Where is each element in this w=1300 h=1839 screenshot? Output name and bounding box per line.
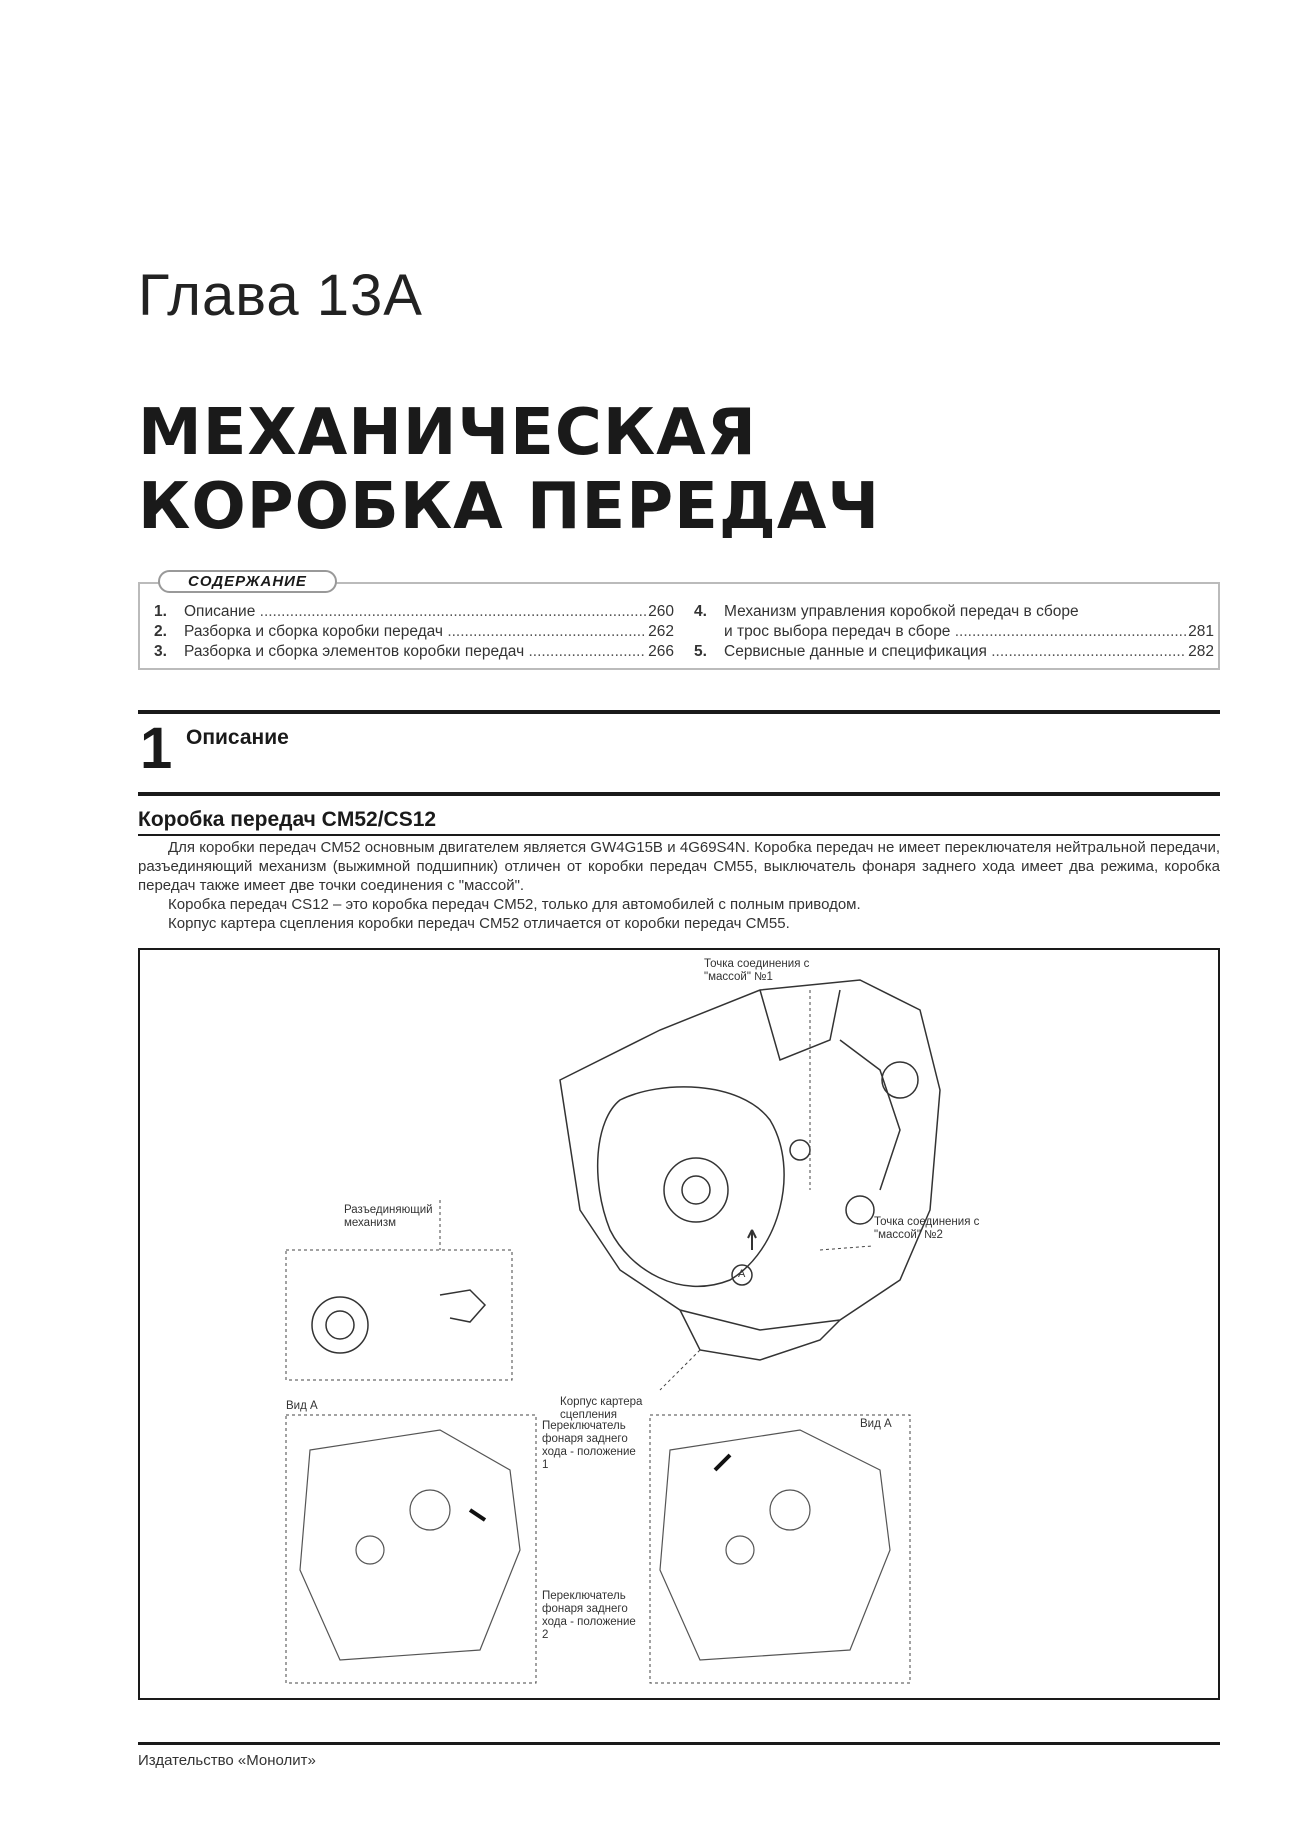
view-a-right-label: Вид А — [860, 1418, 892, 1430]
chapter-label: Глава 13А — [138, 263, 423, 328]
toc-entry[interactable] — [154, 622, 674, 642]
chapter-title-line2: КОРОБКА ПЕРЕДАЧ — [138, 470, 881, 544]
subsection-title: Коробка передач CM52/CS12 — [138, 808, 437, 831]
toc-heading: СОДЕРЖАНИЕ — [158, 570, 337, 593]
release-bearing-drawing — [312, 1290, 485, 1353]
toc-entry[interactable] — [694, 602, 1214, 622]
toc-entry-title-line2: и трос выбора передач в сборе ..... — [724, 622, 1186, 642]
view-a-right-drawing — [660, 1430, 890, 1660]
body-text — [138, 838, 1220, 933]
toc-entry-page: 262 — [648, 623, 674, 640]
paragraph: Корпус картера сцепления коробки передач CM52 отличается от коробки передач CM55. — [168, 915, 790, 932]
view-a-left-drawing — [300, 1430, 520, 1660]
section-top-rule — [138, 710, 1220, 714]
section-number: 1 — [140, 716, 173, 781]
toc-entry-title: Сервисные данные и спецификация ..... — [724, 642, 1186, 662]
table-of-contents — [138, 573, 1220, 670]
toc-entry-page: 281 — [1188, 623, 1214, 640]
footer-publisher: Издательство «Монолит» — [138, 1752, 316, 1769]
paragraph: Для коробки передач CM52 основным двигателем является GW4G15B и 4G69S4N. Коробка передач не имеет переключателя нейтральной передачи, разъединяющий механизм (выжимной подшипник) отличен от коробки передач CM55, выключатель фонаря заднего хода имеет два режима, коробка передач также имеет две точки соединения с "массой". — [138, 839, 1220, 894]
toc-entry-number: 3. — [154, 643, 167, 660]
section-title: Описание — [186, 726, 289, 749]
toc-entry-number: 5. — [694, 643, 707, 660]
gearbox-illustration — [140, 950, 1222, 1702]
toc-entry-title: Описание ..... — [184, 602, 646, 622]
release-mechanism-frame — [286, 1250, 512, 1380]
toc-column-right — [694, 602, 1214, 662]
callout-switch-position-1: Переключатель фонаря заднего хода - положение 1 — [542, 1420, 636, 1471]
callout-ground-point-1: Точка соединения с "массой" №1 — [704, 958, 810, 983]
footer-rule — [138, 1742, 1220, 1745]
toc-entry-title: Разборка и сборка коробки передач ..... — [184, 622, 646, 642]
chapter-title-line1: МЕХАНИЧЕСКАЯ — [138, 396, 757, 470]
toc-entry-page: 260 — [648, 603, 674, 620]
gearbox-figure — [138, 948, 1220, 1700]
toc-entry-title: Разборка и сборка элементов коробки передач ..... — [184, 642, 646, 662]
toc-entry[interactable] — [694, 642, 1214, 662]
section-bottom-rule — [138, 792, 1220, 796]
view-a-right-frame — [650, 1415, 910, 1683]
toc-entry-title-line1: Механизм управления коробкой передач в сборе — [724, 603, 1079, 620]
callout-ground-point-2: Точка соединения с "массой" №2 — [874, 1216, 980, 1241]
view-a-left-frame — [286, 1415, 536, 1683]
toc-entry-number: 1. — [154, 603, 167, 620]
toc-column-left — [154, 602, 674, 662]
toc-entry-continued[interactable] — [694, 622, 1214, 642]
view-a-marker-label: A — [738, 1268, 746, 1280]
subsection-rule — [138, 834, 1220, 836]
chapter-title — [138, 396, 880, 544]
toc-entry-page: 266 — [648, 643, 674, 660]
callout-release-mechanism: Разъединяющий механизм — [344, 1204, 433, 1229]
paragraph: Коробка передач CS12 – это коробка передач CM52, только для автомобилей с полным приводом. — [168, 896, 861, 913]
toc-entry-number: 4. — [694, 603, 707, 620]
toc-entry-page: 282 — [1188, 643, 1214, 660]
toc-entry[interactable] — [154, 602, 674, 622]
callout-clutch-housing: Корпус картера сцепления — [560, 1396, 643, 1421]
callout-switch-position-2: Переключатель фонаря заднего хода - положение 2 — [542, 1590, 636, 1641]
view-a-left-label: Вид А — [286, 1400, 318, 1412]
toc-entry-number: 2. — [154, 623, 167, 640]
gearbox-drawing — [560, 980, 940, 1360]
toc-entry[interactable] — [154, 642, 674, 662]
